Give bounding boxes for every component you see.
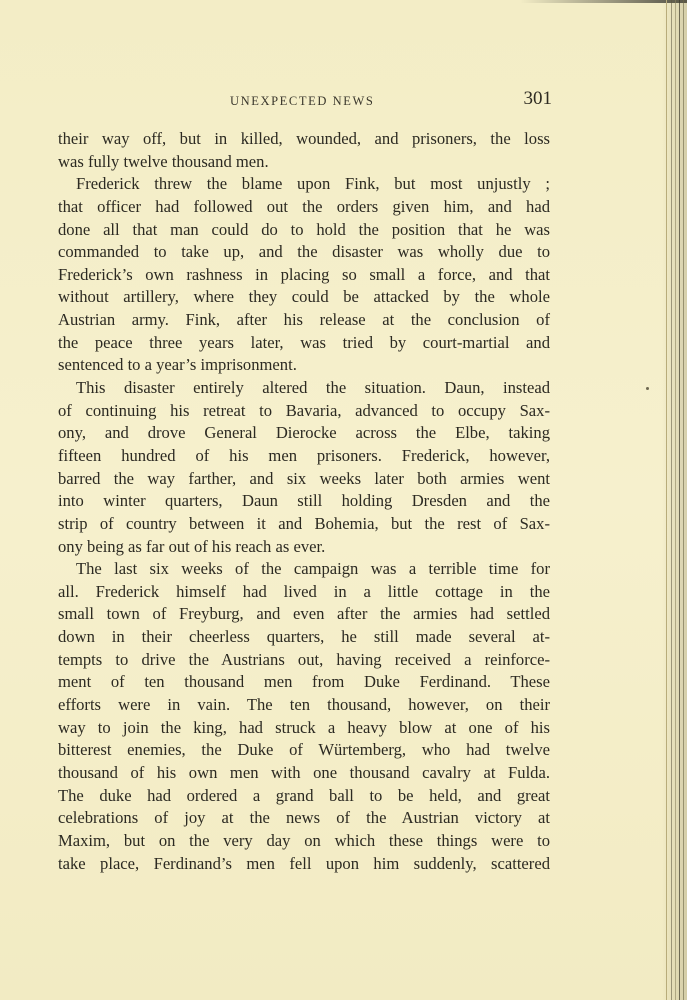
body-text (58, 128, 550, 875)
text-line: Frederick’s own rashness in placing so small a force, and that (58, 264, 550, 284)
text-line: way to join the king, had struck a heavy blow at one of his (58, 717, 550, 737)
text-line: The duke had ordered a grand ball to be held, and great (58, 785, 550, 805)
text-line: efforts were in vain. The ten thousand, however, on their (58, 695, 550, 715)
page-edge-line (683, 0, 684, 1000)
page-number: 301 (523, 88, 552, 109)
text-line: done all that man could do to hold the position that he was (58, 219, 550, 239)
text-line: ony being as far out of his reach as ever. (58, 536, 326, 556)
text-line: without artillery, where they could be attacked by the whole (58, 287, 550, 307)
text-line: bitterest enemies, the Duke of Würtemberg, who had twelve (58, 740, 550, 760)
page-edge-line (675, 0, 676, 1000)
text-line: thousand of his own men with one thousand cavalry at Fulda. (58, 762, 550, 782)
text-line: Frederick threw the blame upon Fink, but most unjustly ; (76, 174, 550, 194)
running-head (58, 88, 555, 114)
text-line: strip of country between it and Bohemia, but the rest of Sax- (58, 513, 550, 533)
text-line: celebrations of joy at the news of the Austrian victory at (58, 808, 550, 828)
page-edge-line (666, 0, 667, 1000)
text-line: commanded to take up, and the disaster was wholly due to (58, 242, 550, 262)
text-line: barred the way farther, and six weeks later both armies went (58, 468, 550, 488)
text-line: ment of ten thousand men from Duke Ferdinand. These (58, 672, 550, 692)
text-line: Austrian army. Fink, after his release at the conclusion of (58, 310, 550, 330)
running-title: UNEXPECTED NEWS (230, 94, 375, 108)
text-line: all. Frederick himself had lived in a little cottage in the (58, 581, 550, 601)
text-line: The last six weeks of the campaign was a terrible time for (76, 559, 550, 579)
text-line: Maxim, but on the very day on which these things were to (58, 830, 550, 850)
text-line: that officer had followed out the orders given him, and had (58, 196, 550, 216)
text-line: down in their cheerless quarters, he still made several at- (58, 627, 550, 647)
text-line: of continuing his retreat to Bavaria, advanced to occupy Sax- (58, 400, 550, 420)
page-edge-line (671, 0, 672, 1000)
text-line: sentenced to a year’s imprisonment. (58, 355, 297, 375)
text-line: fifteen hundred of his men prisoners. Frederick, however, (58, 445, 550, 465)
text-line: ony, and drove General Dierocke across the Elbe, taking (58, 423, 550, 443)
paper-speck (646, 387, 649, 390)
text-line: their way off, but in killed, wounded, and prisoners, the loss (58, 129, 550, 148)
text-line: small town of Freyburg, and even after the armies had settled (58, 604, 550, 624)
text-line: was fully twelve thousand men. (58, 151, 269, 171)
text-line: take place, Ferdinand’s men fell upon him suddenly, scattered (58, 853, 550, 873)
text-line: the peace three years later, was tried by court-martial and (58, 332, 550, 352)
page-edge-line (679, 0, 680, 1000)
text-line: This disaster entirely altered the situation. Daun, instead (76, 378, 550, 398)
text-line: tempts to drive the Austrians out, having received a reinforce- (58, 649, 550, 669)
text-line: into winter quarters, Daun still holding Dresden and the (58, 491, 550, 511)
